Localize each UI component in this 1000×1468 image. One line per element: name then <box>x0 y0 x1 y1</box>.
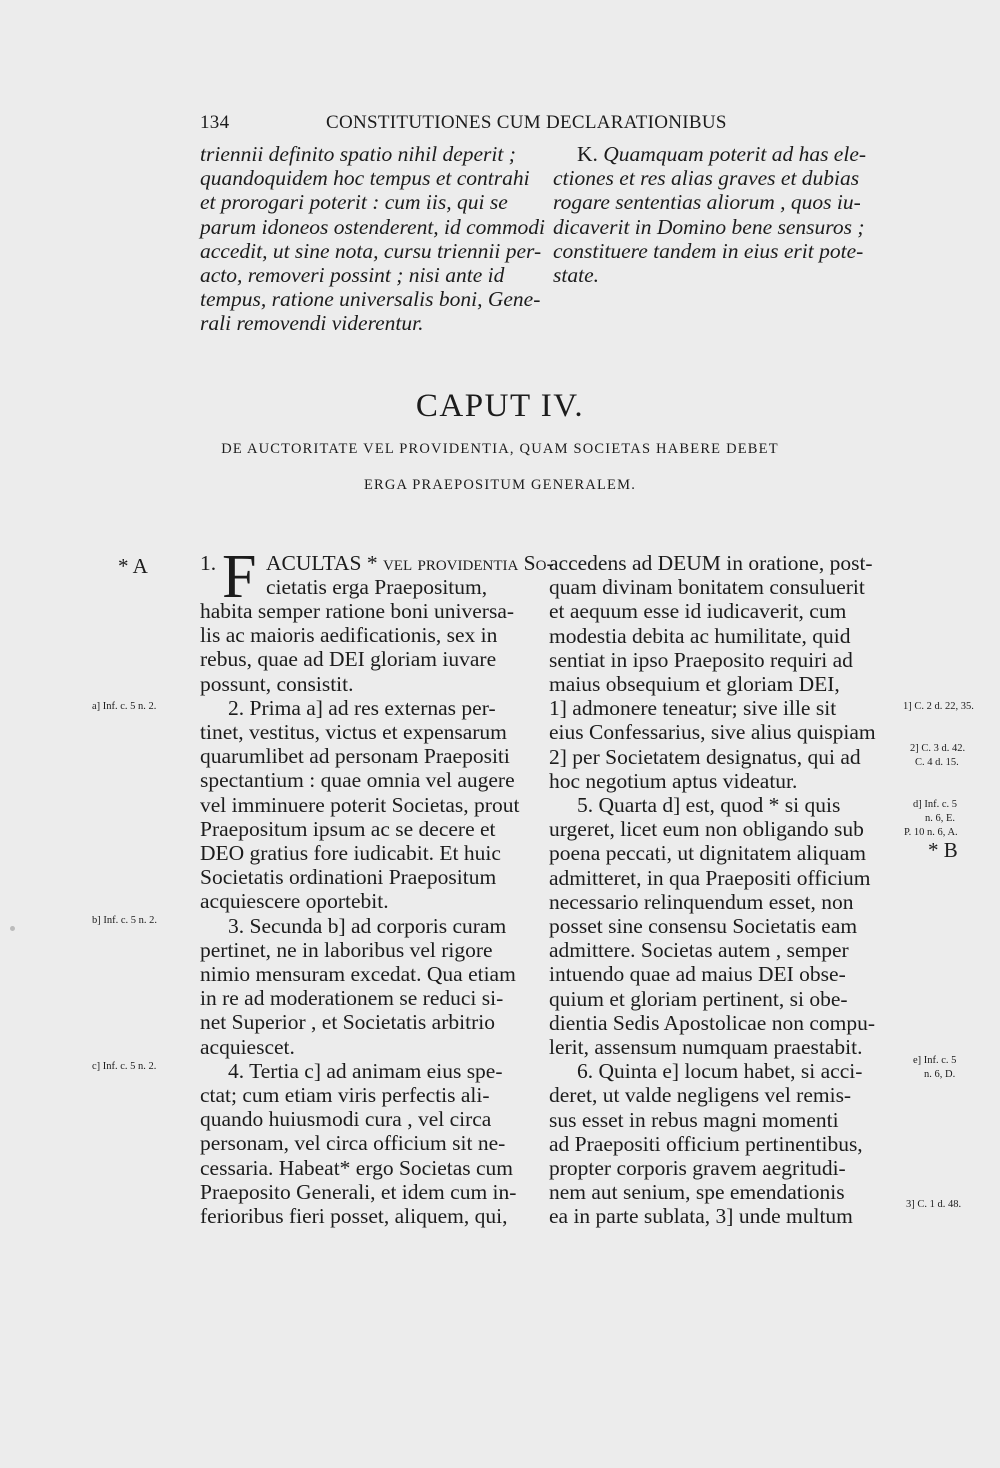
text-line: triennii definito spatio nihil deperit ; <box>200 142 516 166</box>
text-line: possunt, consistit. <box>200 671 354 696</box>
text-line: ctiones et res alias graves et dubias <box>553 166 860 191</box>
text-line: 3. Secunda b] ad corporis curam <box>228 913 507 938</box>
text-line: Praepositum ipsum ac se decere et <box>200 816 496 841</box>
text-line: lerit, assensum numquam praestabit. <box>549 1035 863 1060</box>
margin-star-b: * B <box>928 838 958 862</box>
text-line: poena peccati, ut dignitatem aliquam <box>549 841 867 866</box>
text-line: 1] admonere teneatur; sive ille sit <box>549 696 837 721</box>
text-line: Societatis ordinationi Praepositum <box>200 865 497 890</box>
text-line: propter corporis gravem aegritudi- <box>549 1156 846 1181</box>
text-line: quando huiusmodi cura , vel circa <box>200 1107 492 1132</box>
text-line: admitteret, in qua Praepositi officium <box>549 865 871 890</box>
margin-note-a: a] Inf. c. 5 n. 2. <box>92 701 157 712</box>
margin-note-d2: n. 6, E. <box>925 813 956 824</box>
text-line: lis ac maioris aedificationis, sex in <box>200 623 498 648</box>
text-line: habita semper ratione boni universa- <box>200 599 515 623</box>
ink-speck <box>10 926 15 931</box>
text-line: et aequum esse id iudicaverit, cum <box>549 599 847 624</box>
text-line: rogare sententias aliorum , quos iu- <box>553 190 861 215</box>
chapter-title: CAPUT IV. <box>415 388 585 424</box>
text-line: hoc negotium aptus videatur. <box>549 768 798 793</box>
text-line <box>553 142 889 166</box>
text-line: in re ad moderationem se reduci si- <box>200 986 504 1011</box>
text-line: necessario relinquendum esset, non <box>549 889 854 914</box>
text-line: dientia Sedis Apostolicae non compu- <box>549 1010 876 1035</box>
declaration-label: K. <box>577 142 598 166</box>
margin-note-1: 1] C. 2 d. 22, 35. <box>903 701 974 712</box>
running-title: CONSTITUTIONES CUM DECLARATIONIBUS <box>326 112 727 133</box>
text-line: vel imminuere poterit Societas, prout <box>200 792 520 817</box>
top-right-paragraph <box>553 142 889 287</box>
text-line: ea in parte sublata, 3] unde multum <box>549 1204 853 1229</box>
margin-note-d3: P. 10 n. 6, A. <box>904 827 958 838</box>
text-line: state. <box>553 263 599 288</box>
text-line: ctat; cum etiam viris perfectis ali- <box>200 1083 490 1108</box>
text-line: tinet, vestitus, victus et expensarum <box>200 720 507 745</box>
text-line: sentiat in ipso Praeposito requiri ad <box>549 647 853 672</box>
text-line: tempus, ratione universalis boni, Gene- <box>200 287 541 312</box>
text-line: urgeret, licet eum non obligando sub <box>549 817 864 842</box>
drop-capital: F <box>222 543 257 611</box>
text-line: et prorogari poterit : cum iis, qui se <box>200 190 508 215</box>
text-line: 6. Quinta e] locum habet, si acci- <box>577 1059 863 1084</box>
margin-note-b: b] Inf. c. 5 n. 2. <box>92 915 158 926</box>
text-line: 2. Prima a] ad res externas per- <box>228 695 496 720</box>
text-line: admittere. Societas autem , semper <box>549 938 849 963</box>
text-line: dicaverit in Domino bene sensuros ; <box>553 214 865 239</box>
margin-note-e1: e] Inf. c. 5 <box>913 1055 957 1066</box>
text-line: rali removendi viderentur. <box>200 311 424 336</box>
margin-note-e2: n. 6, D. <box>924 1069 956 1080</box>
text-line: 4. Tertia c] ad animam eius spe- <box>228 1058 503 1083</box>
text-line: parum idoneos ostenderent, id commodi <box>200 214 545 239</box>
text-line: 5. Quarta d] est, quod * si quis <box>577 793 841 818</box>
text-line: ad Praepositi officium pertinentibus, <box>549 1131 863 1156</box>
margin-note-2a: 2] C. 3 d. 42. <box>910 743 966 754</box>
text-line: pertinet, ne in laboribus vel rigore <box>200 937 493 962</box>
chapter-subtitle-line1: DE AUCTORITATE VEL PROVIDENTIA, QUAM SOCIETAS HABERE DEBET <box>221 441 779 457</box>
text-line: cessaria. Habeat* ergo Societas cum <box>200 1155 514 1180</box>
text-line: 2] per Societatem designatus, qui ad <box>549 744 861 769</box>
text-line: quarumlibet ad personam Praepositi <box>200 744 510 769</box>
text-line: net Superior , et Societatis arbitrio <box>200 1010 495 1035</box>
text-line: spectantium : quae omnia vel augere <box>200 768 515 793</box>
text-line: quam divinam bonitatem consuluerit <box>549 575 865 600</box>
top-left-paragraph <box>200 142 545 336</box>
text-line: intuendo quae ad maius DEI obse- <box>549 962 846 987</box>
chapter-subtitle-line2: ERGA PRAEPOSITUM GENERALEM. <box>363 477 637 493</box>
text-line: constituere tandem in eius erit pote- <box>553 238 864 263</box>
margin-note-2b: C. 4 d. 15. <box>915 757 959 768</box>
margin-note-d1: d] Inf. c. 5 <box>913 799 958 810</box>
margin-note-c: c] Inf. c. 5 n. 2. <box>92 1061 157 1072</box>
text-line: rebus, quae ad DEI gloriam iuvare <box>200 647 497 672</box>
text-fragment: Quamquam poterit ad has ele- <box>603 142 867 166</box>
text-line: personam, vel circa officium sit ne- <box>200 1131 506 1156</box>
text-line: quandoquidem hoc tempus et contrahi <box>200 166 530 191</box>
text-line: quium et gloriam pertinent, si obe- <box>549 986 848 1011</box>
text-line: nimio mensuram excedat. Qua etiam <box>200 962 516 987</box>
text-line: posset sine consensu Societatis eam <box>549 914 858 939</box>
text-fragment: ACULTAS * vel providentia So- <box>266 551 554 575</box>
margin-star-a: * A <box>118 554 148 578</box>
paragraph-number: 1. <box>200 551 217 575</box>
text-line: acto, removeri possint ; nisi ante id <box>200 263 505 288</box>
text-line: eius Confessarius, sive alius quispiam <box>549 720 876 745</box>
text-line: maius obsequium et gloriam DEI, <box>549 672 840 697</box>
text-line: nem aut senium, spe emendationis <box>549 1180 845 1205</box>
text-line: cietatis erga Praepositum, <box>266 575 488 599</box>
body-right-column <box>549 551 887 1229</box>
text-line: acquiescet. <box>200 1034 295 1059</box>
page-number: 134 <box>200 112 230 133</box>
text-line: DEO gratius fore iudicabit. Et huic <box>200 841 501 866</box>
body-left-column <box>200 543 554 1229</box>
margin-note-3: 3] C. 1 d. 48. <box>906 1199 962 1210</box>
text-line: deret, ut valde negligens vel remis- <box>549 1083 852 1108</box>
text-line: Praeposito Generali, et idem cum in- <box>200 1179 517 1204</box>
text-line <box>266 551 554 575</box>
text-line: accedens ad DEUM in oratione, post- <box>549 551 873 575</box>
text-line: accedit, ut sine nota, cursu triennii per- <box>200 238 542 263</box>
text-line: ferioribus fieri posset, aliquem, qui, <box>200 1204 508 1229</box>
text-line: sus esset in rebus magni momenti <box>549 1107 839 1132</box>
text-line: acquiescere oportebit. <box>200 889 389 914</box>
text-line: modestia debita ac humilitate, quid <box>549 623 851 648</box>
